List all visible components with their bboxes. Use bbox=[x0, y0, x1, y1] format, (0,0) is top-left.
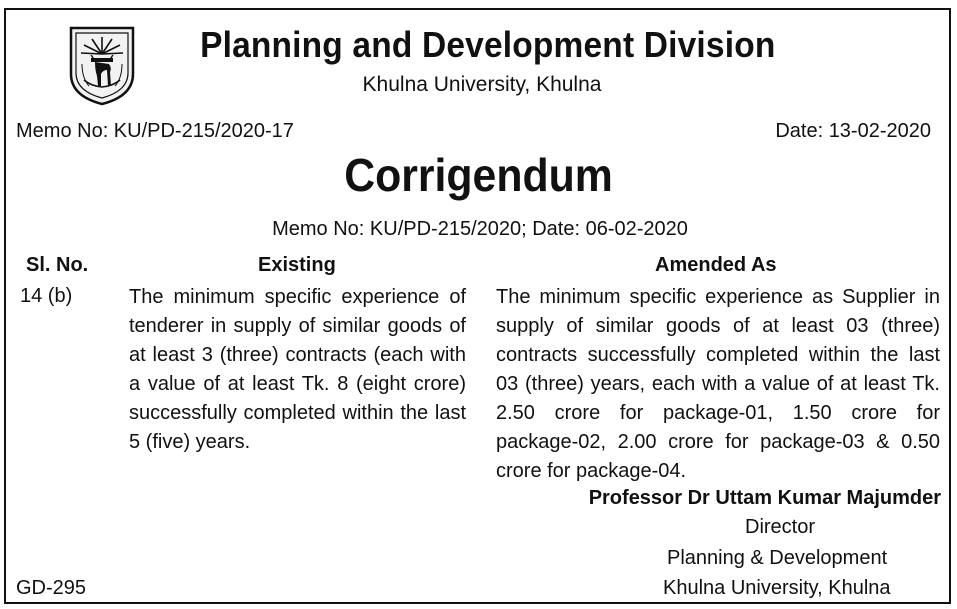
row-amended-text: The minimum specific experience as Supplier in supply of similar goods of at least 03 (three) contracts successfully completed within the last 03 (three) years, each with a value of at least Tk. 2.50 crore for package-01, 1.50 crore for package-02, 2.00 crore for package-03 & 0.50 crore for package-04. bbox=[496, 286, 940, 482]
signatory-institution: Khulna University, Khulna bbox=[663, 577, 891, 599]
row-sl-no: 14 (b) bbox=[20, 285, 73, 307]
column-header-existing: Existing bbox=[258, 254, 336, 276]
footer-code: GD-295 bbox=[16, 577, 87, 599]
signatory-name: Professor Dr Uttam Kumar Majumder bbox=[588, 487, 941, 509]
memo-date: Date: 13-02-2020 bbox=[775, 120, 931, 142]
memo-number: Memo No: KU/PD-215/2020-17 bbox=[16, 120, 294, 142]
column-header-amended: Amended As bbox=[655, 254, 777, 276]
corrigendum-heading: Corrigendum bbox=[344, 149, 613, 201]
row-existing-text: The minimum specific experience of tenderer in supply of similar goods of at least 3 (three) contracts (each with a value of at least Tk. 8 (eight crore) successfully completed within the last 5 (five) years. bbox=[129, 286, 466, 453]
signatory-office: Planning & Development bbox=[667, 547, 888, 569]
division-title: Planning and Development Division bbox=[200, 24, 776, 65]
column-header-sl-no: Sl. No. bbox=[26, 254, 89, 276]
signatory-designation: Director bbox=[745, 516, 816, 538]
university-subtitle: Khulna University, Khulna bbox=[362, 73, 602, 96]
reference-memo: Memo No: KU/PD-215/2020; Date: 06-02-2020 bbox=[272, 218, 688, 240]
